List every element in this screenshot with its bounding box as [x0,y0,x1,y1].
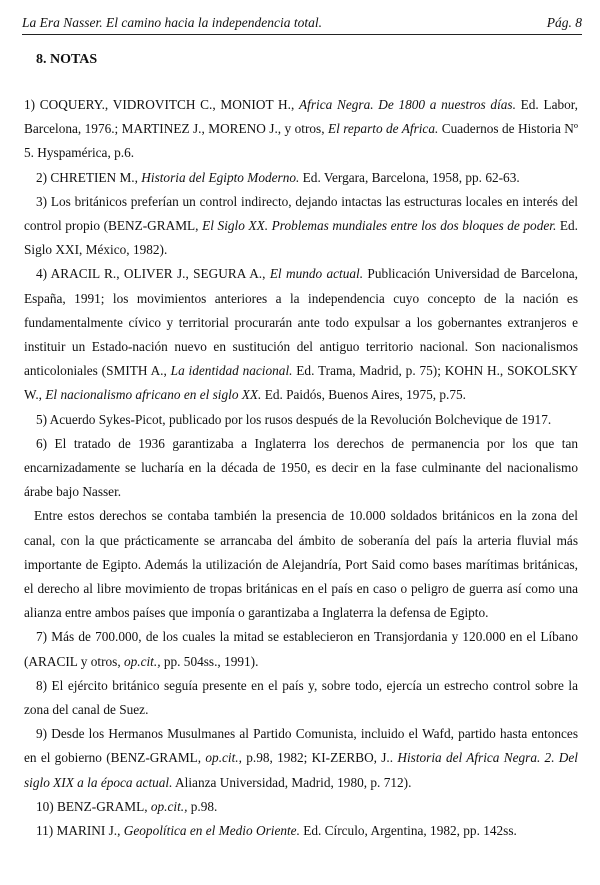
note-title-italic: Africa Negra. De 1800 a nuestros días. [299,97,516,112]
note-item [24,262,578,407]
note-title-italic: Geopolítica en el Medio Oriente. [123,823,300,839]
section-title: 8. NOTAS [36,52,98,67]
notes-list [24,93,578,843]
note-text: p.98, 1982; KI-ZERBO, J.. [241,750,398,766]
note-title-italic: op.cit., [150,798,188,814]
note-text: Ed. Labor, Barcelona, 1976.; MARTINEZ J., MORENO J., y otros, [24,97,578,137]
note-text: Ed. Vergara, Barcelona, 1958, pp. 62-63. [299,169,520,185]
note-text: 1) COQUERY., VIDROVITCH C., MONIOT H., [24,97,300,112]
note-text: Alianza Universidad, Madrid, 1980, p. 712). [172,774,412,790]
note-item [24,674,578,722]
note-item [24,166,578,190]
note-item [24,190,578,263]
note-text: Ed. Círculo, Argentina, 1982, pp. 142ss. [299,823,517,839]
note-title-italic: Historia del Egipto Moderno. [141,169,300,185]
note-title-italic: op.cit., [123,653,161,669]
note-item [24,722,578,795]
running-header [22,14,582,35]
note-text: Cuadernos de Historia Nº 5. Hyspamérica, p.6. [24,121,578,161]
note-text: pp. 504ss., 1991). [160,653,259,669]
note-text: 5) Acuerdo Sykes-Picot, publicado por los rusos después de la Revolución Bolchevique de 1917. [36,411,552,427]
note-title-italic: Historia del Africa Negra. 2. Del siglo XIX a la época actual. [24,750,578,790]
note-continuation [24,504,578,625]
note-item [24,625,578,673]
note-text: 10) BENZ-GRAML, [36,798,151,814]
note-text: 9) Desde los Hermanos Musulmanes al Partido Comunista, incluido el Wafd, partido hasta entonces en el gobierno (BENZ-GRAML, [24,726,578,766]
note-title-italic: El nacionalismo africano en el siglo XX. [45,387,262,403]
note-text: Publicación Universidad de Barcelona, España, 1991; los movimientos anteriores a la independencia cuyo concepto de la nación es fundamentalmente cívico y territorial procurarán ante todo expulsar a los gobernantes extranjeros e instituir un Estado-nación nuevo en sustitución del antiguo territorio nacional. Son nacionalismos anticoloniales (SMITH A., [24,266,578,379]
note-text: Ed. Siglo XXI, México, 1982). [24,218,578,258]
note-text: Ed. Paidós, Buenos Aires, 1975, p.75. [261,387,466,403]
note-text: p.98. [187,798,218,814]
note-text: 7) Más de 700.000, de los cuales la mitad se establecieron en Transjordania y 120.000 en el Líbano (ARACIL y otros, [24,629,578,669]
note-text: 6) El tratado de 1936 garantizaba a Inglaterra los derechos de permanencia por los que tan encarnizadamente se lucharía en la década de 1950, es decir en la fase culminante del nacionalismo árabe bajo Nasser. [24,435,578,500]
note-text: Entre estos derechos se contaba también la presencia de 10.000 soldados británicos en la zona del canal, con la que prácticamente se arrancaba del ámbito de soberanía del país la arteria fluvial más importante de Egipto. Además la utilización de Alejandría, Port Said como bases marítimas británicas, el derecho al libre movimiento de tropas británicas en el país en caso o peligro de guerra así como una alianza entre ambos países que imponía o garantizaba a Inglaterra la defensa de Egipto. [24,508,578,621]
note-item [24,795,578,819]
note-item [24,408,578,432]
note-text: 8) El ejército británico seguía presente en el país y, sobre todo, ejercía un estrecho control sobre la zona del canal de Suez. [24,677,578,718]
note-title-italic: La identidad nacional. [170,363,293,379]
note-text: Ed. Trama, Madrid, p. 75); KOHN H., SOKOLSKY W., [24,363,578,403]
note-text: 2) CHRETIEN M., [36,169,142,185]
note-title-italic: El mundo actual. [269,266,364,282]
header-title: La Era Nasser. El camino hacia la independencia total. [22,15,322,30]
note-text: 3) Los británicos preferían un control indirecto, dejando intactas las estructuras locales en interés del control propio (BENZ-GRAML, [24,193,578,234]
note-title-italic: El reparto de Africa. [327,121,439,137]
note-title-italic: El Siglo XX. Problemas mundiales entre los dos bloques de poder. [202,218,557,234]
page-number: Pág. 8 [546,15,582,30]
note-item [24,93,578,166]
note-text: 11) MARINI J., [36,823,124,839]
note-item [24,819,578,843]
note-item [24,432,578,505]
note-title-italic: op.cit., [205,750,242,766]
note-text: 4) ARACIL R., OLIVER J., SEGURA A., [36,266,270,282]
